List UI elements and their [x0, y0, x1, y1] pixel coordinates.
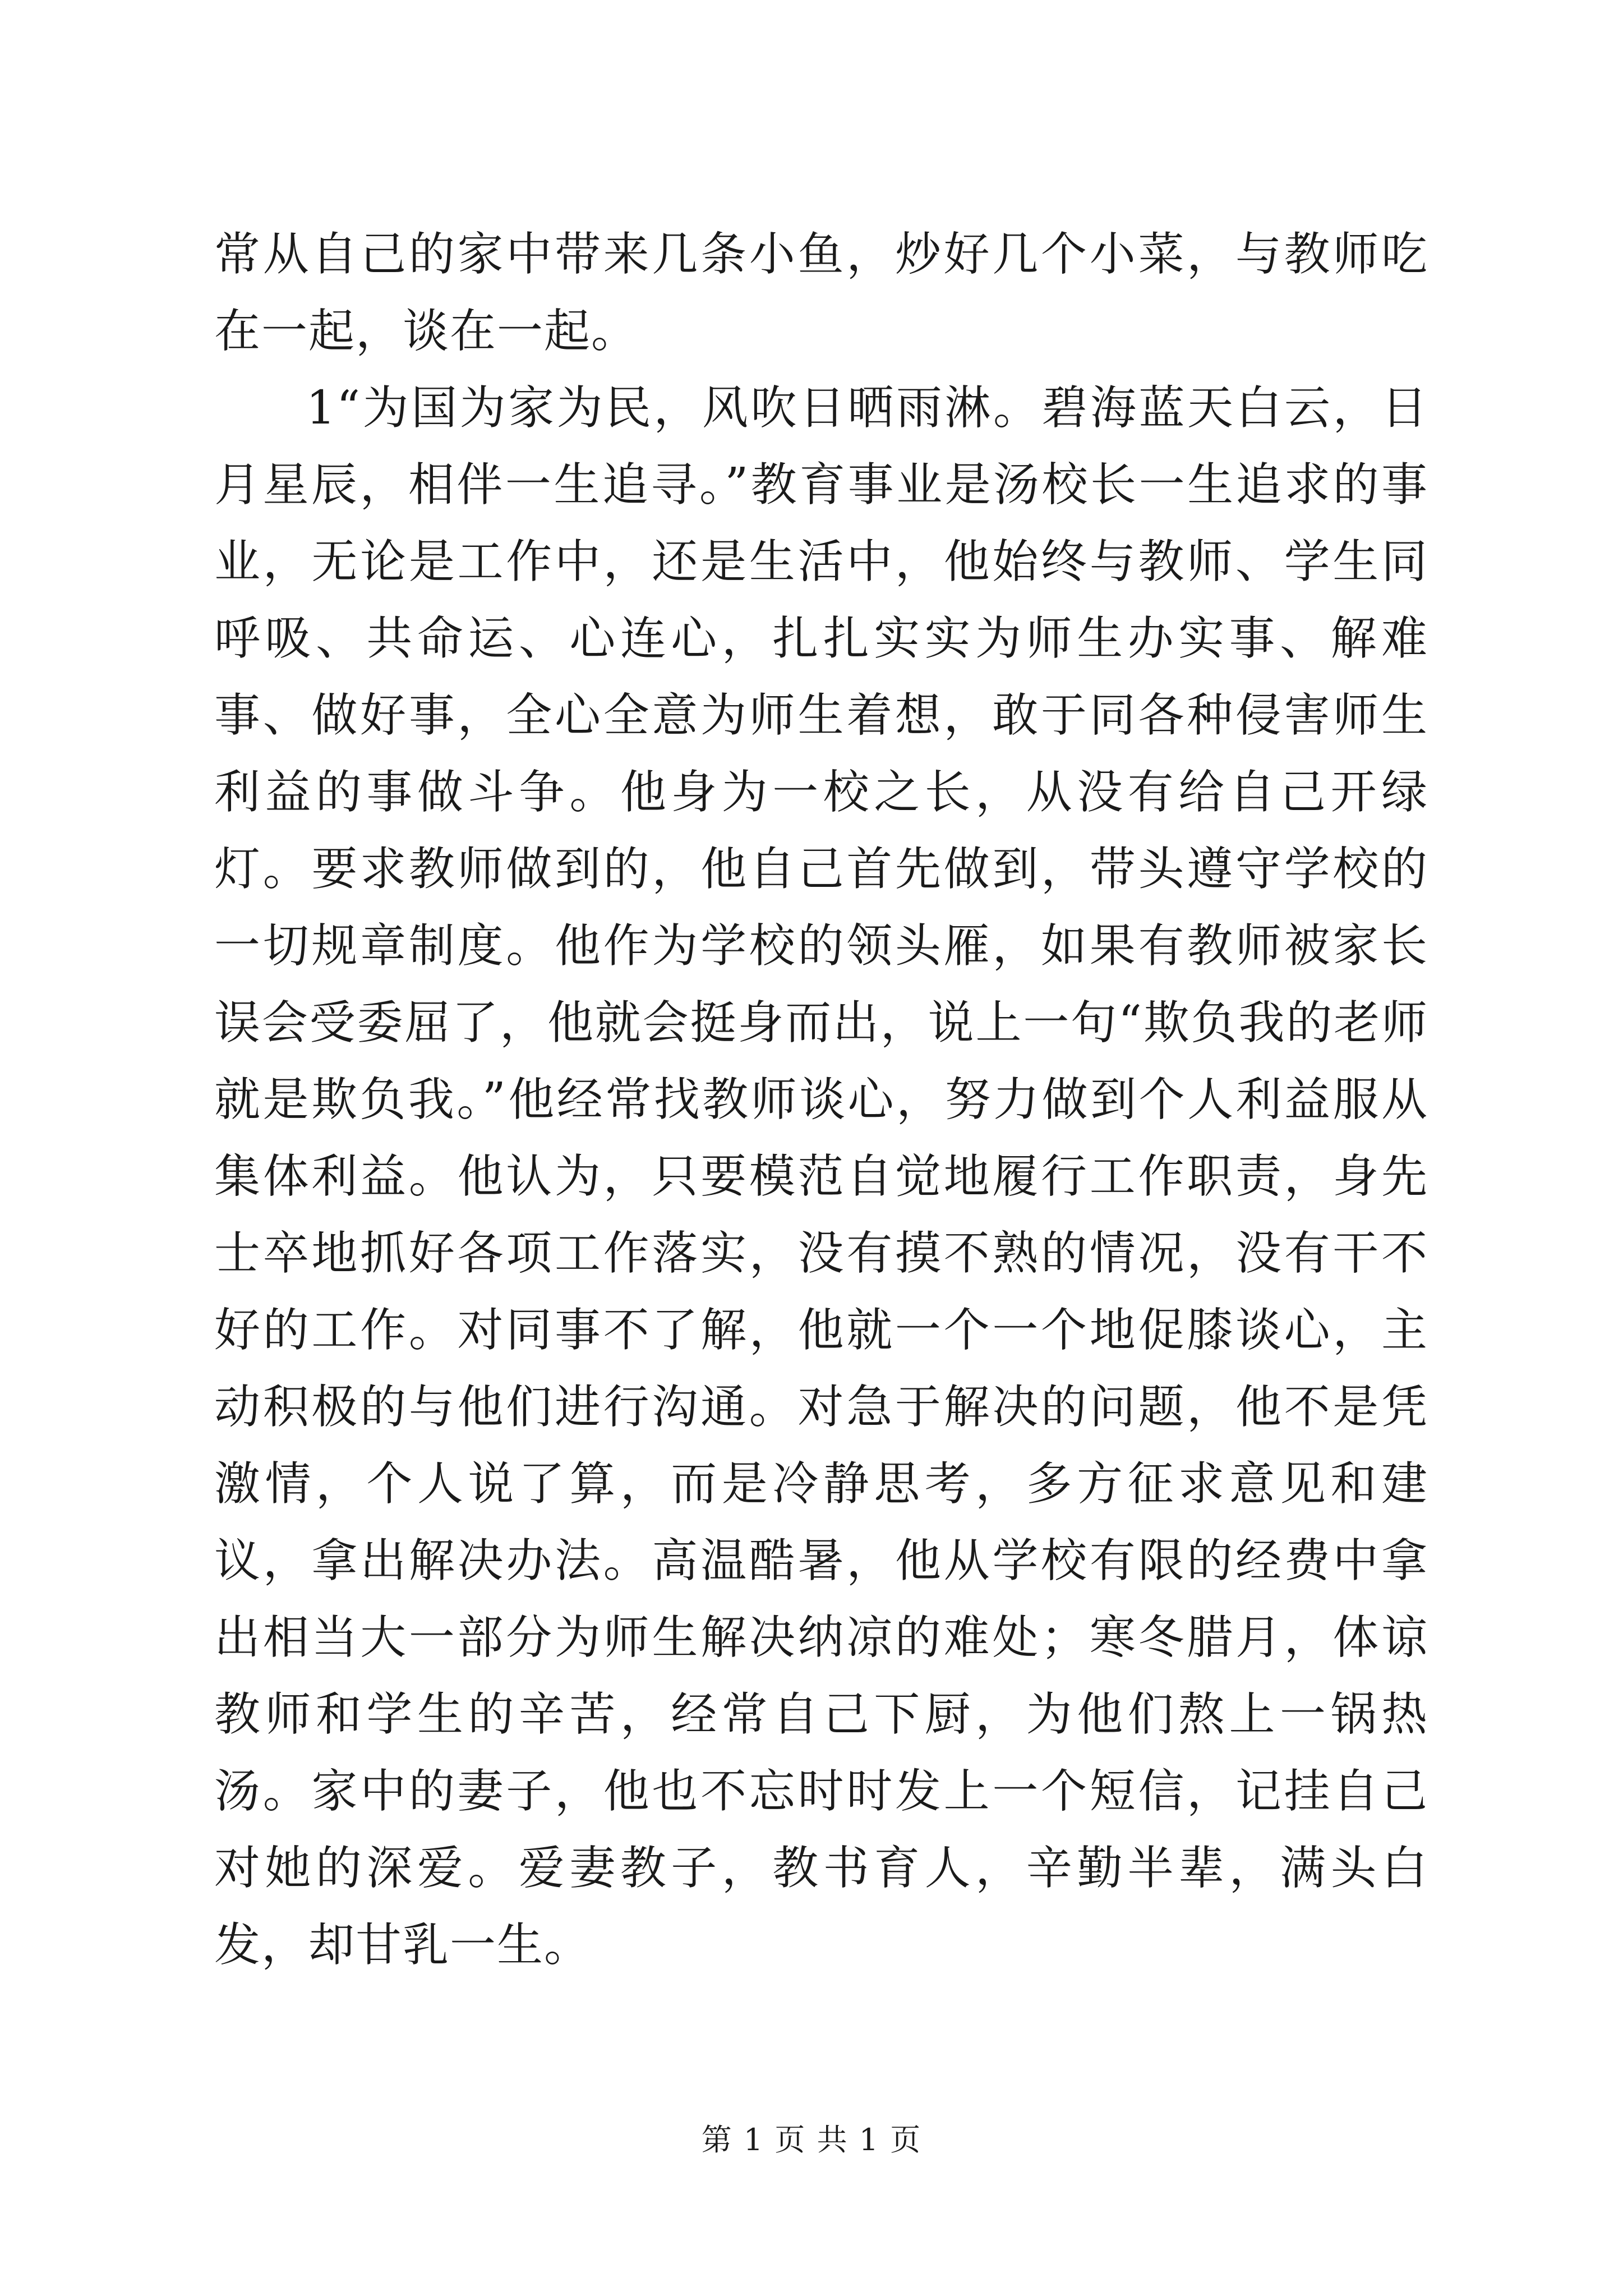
paragraph-continuation: 常从自己的家中带来几条小鱼，炒好几个小菜，与教师吃在一起，谈在一起。 [214, 228, 1428, 358]
page-footer: 第 1 页 共 1 页 [701, 2122, 922, 2157]
paragraph-main: 1“为国为家为民，风吹日晒雨淋。碧海蓝天白云，日月星辰，相伴一生追寻。”教育事业是汤校长一生追求的事业，无论是工作中，还是生活中，他始终与教师、学生同呼吸、共命运、心连心，扎扎实实为师生办实事、解难事、做好事，全心全意为师生着想，敢于同各种侵害师生利益的事做斗争。他身为一校之长，从没有给自己开绿灯。要求教师做到的，他自己首先做到，带头遵守学校的一切规章制度。他作为学校的领头雁，如果有教师被家长误会受委屈了，他就会挺身而出，说上一句“欺负我的老师就是欺负我。”他经常找教师谈心，努力做到个人利益服从集体利益。他认为，只要模范自觉地履行工作职责，身先士卒地抓好各项工作落实，没有摸不熟的情况，没有干不好的工作。对同事不了解，他就一个一个地促膝谈心，主动积极的与他们进行沟通。对急于解决的问题，他不是凭激情，个人说了算，而是冷静思考，多方征求意见和建议，拿出解决办法。高温酷暑，他从学校有限的经费中拿出相当大一部分为师生解决纳凉的难处；寒冬腊月，体谅教师和学生的辛苦，经常自己下厨，为他们熬上一锅热汤。家中的妻子，他也不忘时时发上一个短信，记挂自己对她的深爱。爱妻教子，教书育人，辛勤半辈，满头白发，却甘乳一生。 [214, 381, 1428, 1972]
body-text [214, 216, 1428, 1984]
